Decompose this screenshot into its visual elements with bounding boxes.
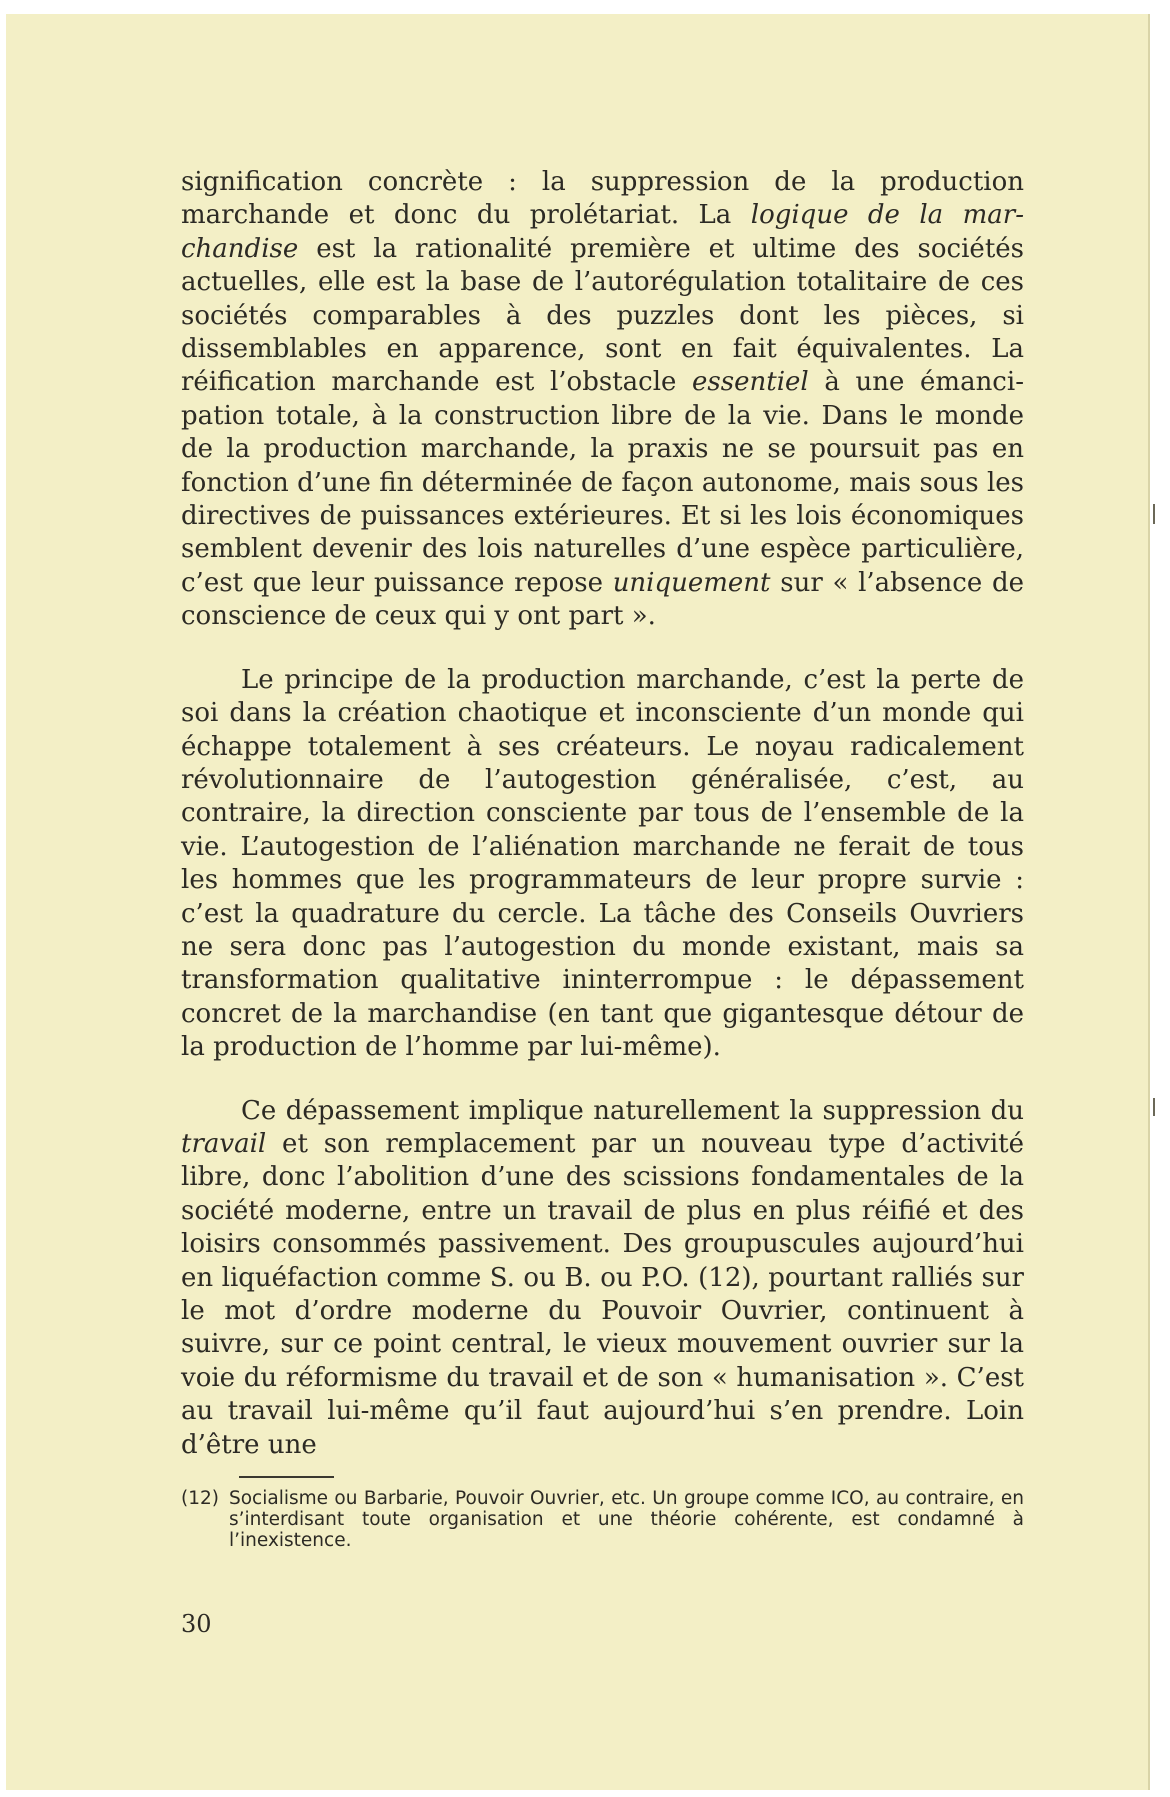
body-text bbox=[181, 166, 1024, 1462]
book-page bbox=[6, 14, 1150, 1790]
footnote-text: Socialisme ou Barbarie, Pouvoir Ouvrier, etc. Un groupe comme ICO, au contraire, en s’interdisant toute organisation et une théorie cohérente, est condamné à l’inexistence. bbox=[229, 1488, 1024, 1551]
footnote-number: (12) bbox=[181, 1488, 219, 1509]
footnote-divider bbox=[239, 1476, 334, 1478]
text-run: à une émancipation totale, à la construction libre de la vie. Dans le monde de la production marchande, la praxis ne se poursuit pas en fonction d’une fin déterminée de façon autonome, mais sous les directives de puissances extérieures. Et si les lois économiques semblent devenir des lois naturelles d’une espèce particulière, c’est que leur puissance repose bbox=[181, 367, 1024, 598]
paragraph bbox=[181, 1095, 1024, 1462]
text-run: sur « l’absence de conscience de ceux qui y ont part ». bbox=[181, 567, 1024, 632]
text-run: et son remplacement par un nouveau type d’activité libre, donc l’abolition d’une des scissions fondamentales de la société moderne, entre un travail de plus en plus réifié et des loisirs consommés passivement. Des groupuscules aujourd’hui en liquéfaction comme S. ou B. ou P.O. (12), pourtant ralliés sur le mot d’ordre moderne du Pouvoir Ouvrier, continuent à suivre, sur ce point central, le vieux mouvement ouvrier sur la voie du réformisme du travail et de son « humanisation ». C’est au travail lui-même qu’il faut aujourd’hui s’en prendre. Loin d’être une bbox=[181, 1128, 1024, 1460]
emphasis-text: essentiel bbox=[692, 367, 809, 398]
text-run: signification concrète : la suppression de la production marchande et donc du prolétariat. La bbox=[181, 167, 1024, 231]
page-number: 30 bbox=[181, 1610, 212, 1638]
emphasis-text: uniquement bbox=[612, 567, 771, 598]
paragraph bbox=[181, 166, 1024, 634]
text-run: Ce dépassement implique naturellement la suppression du bbox=[241, 1095, 1024, 1126]
emphasis-text: travail bbox=[181, 1128, 267, 1159]
text-run: Le principe de la production marchande, c’est la perte de soi dans la création chaotique et inconsciente d’un monde qui échappe totalement à ses créateurs. Le noyau radicalement révolutionnaire de l’autogestion généralisée, c’est, au contraire, la direction consciente par tous de l’ensemble de la vie. L’autogestion de l’aliénation marchande ne ferait de tous les hommes que les programmateurs de leur propre survie : c’est la quadrature du cercle. La tâche des Conseils Ouvriers ne sera donc pas l’autogestion du monde existant, mais sa transformation qualitative ininterrompue : le dépassement concret de la marchandise (en tant que gigantesque détour de la production de l’homme par lui-même). bbox=[181, 664, 1024, 1063]
text-run: est la rationalité première et ultime des sociétés actuelles, elle est la base de l’autorégulation totalitaire de ces sociétés comparables à des puzzles dont les pièces, si dissemblables en apparence, sont en fait équivalentes. La réification marchande est l’obstacle bbox=[181, 233, 1024, 398]
margin-mark bbox=[1153, 1098, 1155, 1116]
footnote bbox=[181, 1488, 1024, 1551]
emphasis-text: logique de la marchandise bbox=[181, 200, 1025, 264]
margin-mark bbox=[1153, 504, 1155, 524]
paragraph bbox=[181, 664, 1024, 1065]
